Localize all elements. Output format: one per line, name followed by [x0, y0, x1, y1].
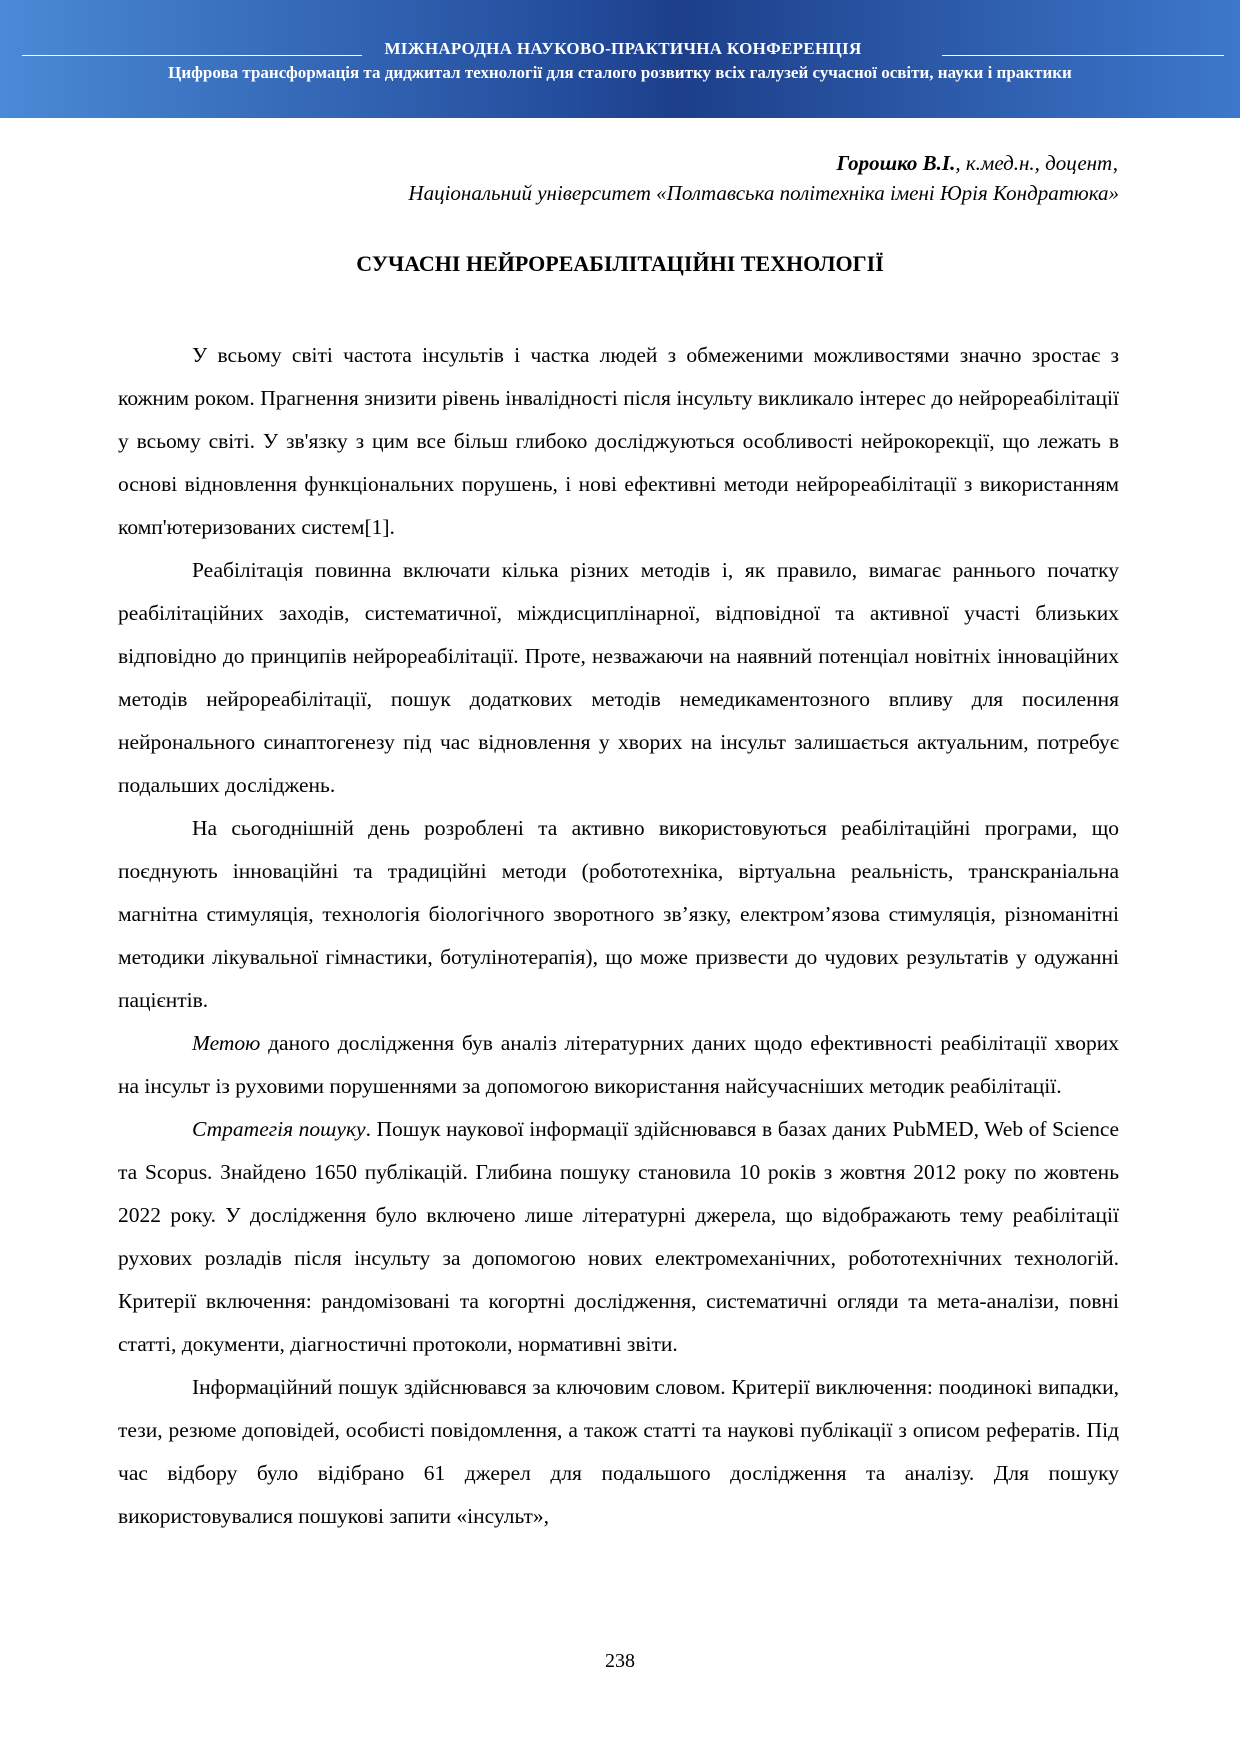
paragraph-text: Інформаційний пошук здійснювався за ключовим словом. Критерії виключення: поодинокі випадки, тези, резюме доповідей, особисті повідомлення, а також статті та наукові публікації з описом рефератів. Під час відбору було відібрано 61 джерел для подальшого дослідження та аналізу. Для пошуку використовувалися пошукові запити «інсульт», — [118, 1375, 1119, 1528]
paragraph-text: На сьогоднішній день розроблені та активно використовуються реабілітаційні програми, що поєднують інноваційні та традиційні методи (робототехніка, віртуальна реальність, транскраніальна магнітна стимуляція, технологія біологічного зворотного зв’язку, електром’язова стимуляція, різноманітні методики лікувальної гімнастики, ботулінотерапія), що може призвести до чудових результатів у одужанні пацієнтів. — [118, 816, 1119, 1012]
paper-title: СУЧАСНІ НЕЙРОРЕАБІЛІТАЦІЙНІ ТЕХНОЛОГІЇ — [356, 251, 884, 276]
author-name: Горошко В.І. — [836, 151, 956, 175]
paragraph-lead-italic: Метою — [192, 1031, 261, 1055]
conference-subtitle: Цифрова трансформація та диджитал технології для сталого розвитку всіх галузей сучасної освіти, науки і практики — [168, 63, 1072, 82]
author-credentials: , к.мед.н., доцент, — [955, 151, 1118, 175]
paragraph-lead-italic: Стратегія пошуку — [192, 1117, 366, 1141]
page-number: 238 — [605, 1650, 635, 1672]
paragraph — [118, 1022, 1119, 1108]
paragraph — [118, 1366, 1119, 1538]
paragraph — [118, 549, 1119, 807]
paragraph — [118, 1108, 1119, 1366]
paragraph-text: Реабілітація повинна включати кілька різних методів і, як правило, вимагає раннього початку реабілітаційних заходів, систематичної, міждисциплінарної, відповідної та активної участі близьких відповідно до принципів нейрореабілітації. Проте, незважаючи на наявний потенціал новітніх інноваційних методів нейрореабілітації, пошук додаткових методів немедикаментозного впливу для посилення нейронального синаптогенезу під час відновлення у хворих на інсульт залишається актуальним, потребує подальших досліджень. — [118, 558, 1119, 797]
author-affiliation: Національний університет «Полтавська політехніка імені Юрія Кондратюка» — [408, 181, 1119, 205]
paragraph-text: даного дослідження був аналіз літературних даних щодо ефективності реабілітації хворих на інсульт із руховими порушеннями за допомогою використання найсучасніших методик реабілітації. — [118, 1031, 1119, 1098]
paragraph-text: У всьому світі частота інсультів і частка людей з обмеженими можливостями значно зростає з кожним роком. Прагнення знизити рівень інвалідності після інсульту викликало інтерес до нейрореабілітації у всьому світі. У зв'язку з цим все більш глибоко досліджуються особливості нейрокорекції, що лежать в основі відновлення функціональних порушень, і нові ефективні методи нейрореабілітації з використанням комп'ютеризованих систем[1]. — [118, 343, 1119, 539]
paragraph — [118, 334, 1119, 549]
body-text — [118, 334, 1119, 1538]
banner-title-row — [22, 40, 1224, 58]
paragraph-text: . Пошук наукової інформації здійснювався в базах даних PubMED, Web of Science та Scopus. Знайдено 1650 публікацій. Глибина пошуку становила 10 років з жовтня 2012 року по жовтень 2022 року. У дослідження було включено лише літературні джерела, що відображають тему реабілітації рухових розладів після інсульту за допомогою нових електромеханічних, робототехнічних технологій. Критерії включення: рандомізовані та когортні дослідження, систематичні огляди та мета-аналізи, повні статті, документи, діагностичні протоколи, нормативні звіти. — [118, 1117, 1119, 1356]
paragraph — [118, 807, 1119, 1022]
author-line — [836, 150, 1118, 176]
conference-title: МІЖНАРОДНА НАУКОВО-ПРАКТИЧНА КОНФЕРЕНЦІЯ — [384, 39, 862, 58]
conference-banner — [0, 0, 1240, 118]
